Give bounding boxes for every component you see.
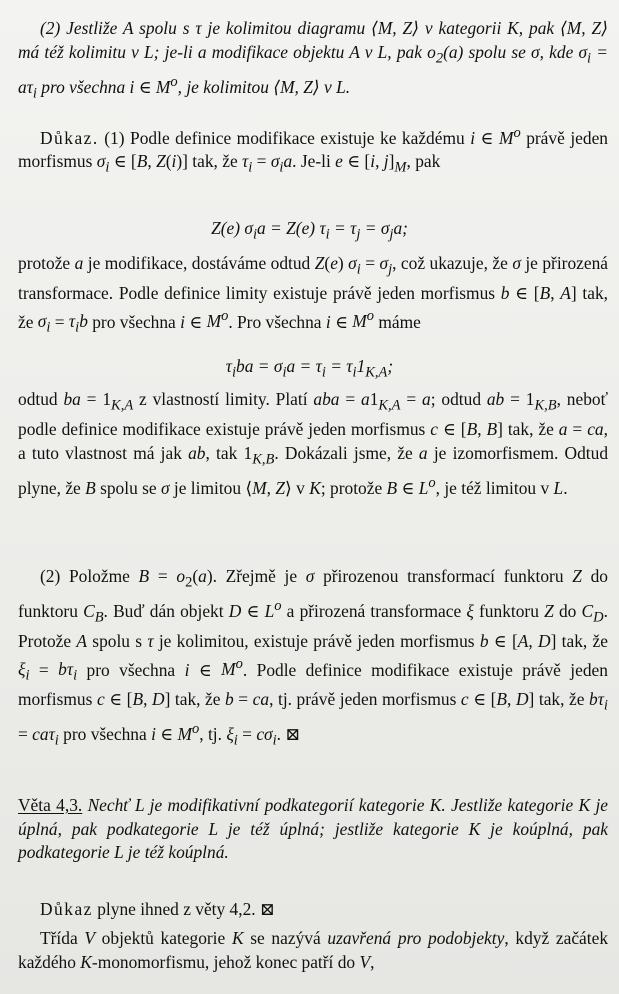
theorem-4-3: Věta 4,3. Nechť L je modifikativní podkategorií kategorie K. Jestliže kategorie K je úplná, pak podkategorie L je též úplná; jestliže kategorie K je koúplná, pak podkategorie L je též koúplná. (18, 795, 609, 863)
paragraph-proof-4: (2) Položme $B = o_2(a)$. Zřejmě je σ přirozenou transformací funktoru Z do funktoru $C_B$. Buď dán objekt D ∈ $L^o$ a přirozená transformace ξ funktoru Z do $C_D$. Protože A spolu s τ je kolimitou, existuje právě jeden morfismus b ∈ [A, D] tak, že $\xi_i = b\tau_i$ pro všechna i ∈ $M^o$. Podle definice modifikace existuje právě jeden morfismus c ∈ [B, D] tak, že b = ca, tj. právě jeden morfismus c ∈ [B, D] tak, že $b\tau_i = ca\tau_i$ pro všechna i ∈ $M^o$, tj. $\xi_i = c\sigma_i$. ⊠ (18, 566, 608, 749)
paragraph-proof-5: Důkaz plyne ihned z věty 4,2. ⊠ (40, 899, 275, 919)
equation-1: Z(e) $\sigma_ia = Z(e) \tau_i = \tau_j = \sigma_ja$; (211, 218, 408, 243)
equation-2: $\tau_iba = \sigma_ia = \tau_i = \tau_i1_{K,A}$; (225, 356, 394, 381)
paragraph-definition: Třída V objektů kategorie K se nazývá uzavřená pro podobjekty, když začátek každého K-monomorfismu, jehož konec patří do V, (18, 928, 609, 972)
paragraph-proof-2: protože a je modifikace, dostáváme odtud Z(e) $\sigma_i = \sigma_j$, což ukazuje, že σ je přirozená transformace. Podle definice limity existuje právě jeden morfismus b ∈ [B, A] tak, že $\sigma_i = \tau_ib$ pro všechna i ∈ $M^o$. Pro všechna i ∈ $M^o$ máme (18, 253, 609, 336)
paragraph-proof-3: odtud ba = $1_{K,A}$ z vlastností limity. Platí aba = $a1_{K,A} = a$; odtud ab = $1_{K,B}$, neboť podle definice modifikace existuje právě jeden morfismus c ∈ [B, B] tak, že a = ca, a tuto vlastnost má jak ab, tak $1_{K,B}$. Dokázali jsme, že a je izomorfismem. Odtud plyne, že B spolu se σ je limitou ⟨M, Z⟩ v K; protože B ∈ $L^o$, je též limitou v L. (18, 389, 609, 498)
paragraph-statement-2: (2) Jestliže A spolu s τ je kolimitou diagramu ⟨M, Z⟩ v kategorii K, pak ⟨M, Z⟩ má též kolimitu v L; je-li a modifikace objektu A v L, pak $o_2(a)$ spolu se σ, kde $\sigma_i = a\tau_i$ pro všechna i ∈ $M^o$, je kolimitou ⟨M, Z⟩ v L. (18, 18, 608, 101)
paragraph-proof-1: Důkaz. (1) Podle definice modifikace existuje ke každému i ∈ $M^o$ právě jeden morfismus $\sigma_i$ ∈ [B, Z(i)] tak, že $\tau_i = \sigma_ia$. Je-li e ∈ [i, $j]_M$, pak (18, 125, 608, 176)
